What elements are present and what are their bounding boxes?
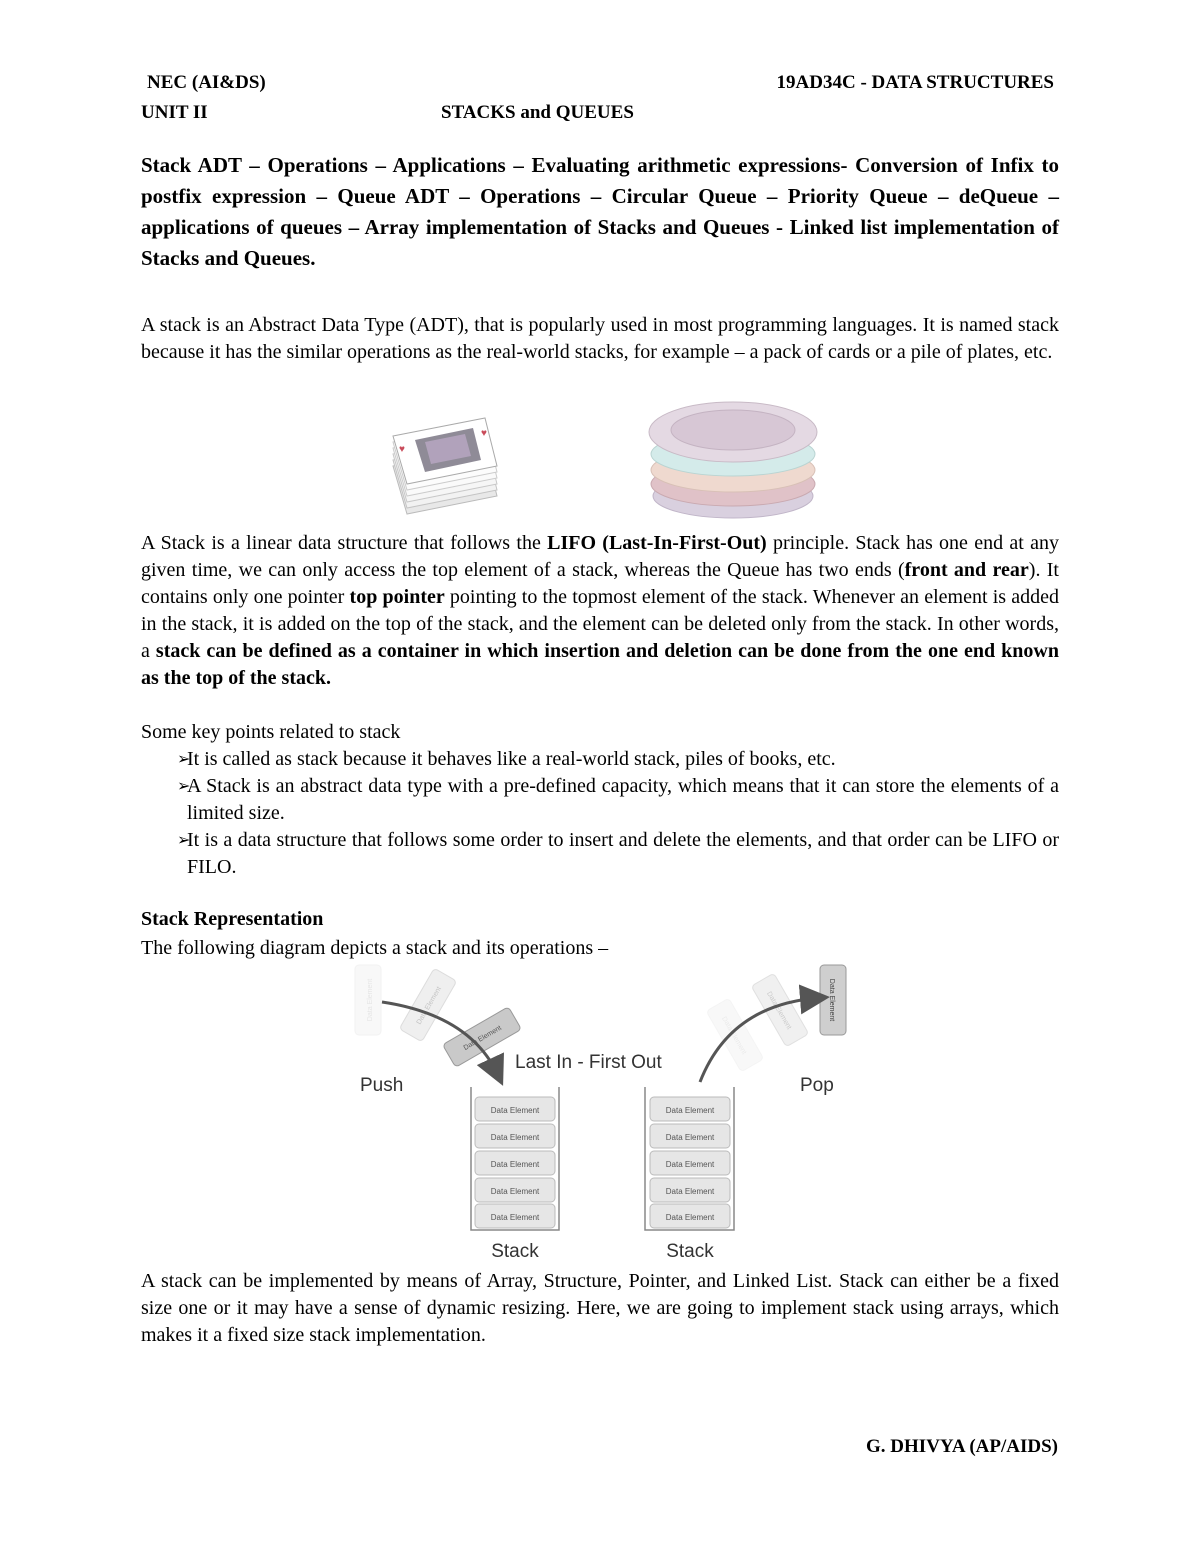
key-point-text: A Stack is an abstract data type with a pre-defined capacity, which means that it can store the elements of a limited size. [187,775,1059,824]
stack-element-label: Data Element [665,1106,715,1115]
key-point [141,827,1059,881]
stack-element-label: Data Element [665,1187,715,1196]
stack-element-label: Data Element [665,1133,715,1142]
key-point-text: It is a data structure that follows some order to insert and delete the elements, and that order can be LIFO or FILO. [187,829,1059,878]
lifo-bold-definition: stack can be defined as a container in which insertion and deletion can be done from the one end known as the top of the stack. [141,640,1059,689]
key-points-list [141,746,1059,881]
stack-element-label: Data Element [665,1160,715,1169]
lifo-paragraph [141,530,1059,692]
arrow-bullet-icon: ➢ [177,832,191,849]
key-point [141,773,1059,827]
lifo-text-4: pointing to the topmost element of the stack. Whenever an element is added in the stack, it is added on the top of the stack, and the element can be deleted only from the stack. In other words, a [141,586,1059,662]
lifo-bold-top-pointer: top pointer [349,586,445,608]
pop-element-faded [706,998,764,1072]
svg-text:Data Element: Data Element [765,990,793,1031]
push-label: Push [360,1075,404,1096]
lifo-text-3: ). It contains only one pointer [141,559,1059,608]
section-heading-stack-representation: Stack Representation [141,908,324,930]
header-course: 19AD34C - DATA STRUCTURES [776,72,1054,93]
stack-element-label: Data Element [665,1213,715,1222]
stack-element-label: Data Element [490,1213,540,1222]
push-element-near [443,1007,522,1068]
arrow-bullet-icon: ➢ [177,751,191,768]
left-stack-label: Stack [491,1241,539,1262]
lifo-text-2: principle. Stack has one end at any given time, we can only access the top element of a stack, whereas the Queue has two ends ( [141,532,1059,581]
svg-text:Data Element: Data Element [415,985,443,1026]
svg-text:Data Element: Data Element [720,1015,748,1056]
diagram-caption: The following diagram depicts a stack and its operations – [141,937,609,959]
pop-label: Pop [800,1075,834,1096]
card-heart-right: ♥ [481,428,487,439]
header-institution: NEC (AI&DS) [147,72,266,93]
pop-element-top [820,965,846,1035]
intro-paragraph: A stack is an Abstract Data Type (ADT), that is popularly used in most programming languages. It is named stack because it has the similar operations as the real-world stacks, for example – a pack of cards or a pile of plates, etc. [141,314,1059,363]
unit-topics: Stack ADT – Operations – Applications – Evaluating arithmetic expressions- Conversion of Infix to postfix expression – Queue ADT – Operations – Circular Queue – Priority Queue – deQueue – applications of queues – Array implementation of Stacks and Queues - Linked list implementation of Stacks and Queues. [141,153,1059,270]
header-unit-title: STACKS and QUEUES [441,102,634,123]
lifo-text-1: A Stack is a linear data structure that follows the [141,532,548,554]
card-stack [393,418,497,514]
diagram-title: Last In - First Out [515,1052,662,1073]
footer-author: G. DHIVYA (AP/AIDS) [866,1436,1058,1457]
svg-text:Data Element: Data Element [462,1024,503,1052]
push-element-faded [355,965,381,1035]
stack-element-label: Data Element [490,1106,540,1115]
svg-text:Data Element: Data Element [828,978,835,1022]
stack-element-label: Data Element [490,1187,540,1196]
stack-element-label: Data Element [490,1133,540,1142]
arrow-bullet-icon: ➢ [177,778,191,795]
implementation-paragraph: A stack can be implemented by means of Array, Structure, Pointer, and Linked List. Stack can either be a fixed size one or it may have a sense of dynamic resizing. Here, we are going to implement stack using arrays, which makes it a fixed size stack implementation. [141,1270,1059,1346]
key-point-text: It is called as stack because it behaves like a real-world stack, piles of books, etc. [187,748,836,770]
lifo-bold-ends: front and rear [904,559,1029,581]
right-stack [650,1097,730,1228]
left-stack [475,1097,555,1228]
plates-image [643,392,823,522]
svg-text:Data Element: Data Element [367,978,374,1022]
cards-image [385,408,505,518]
key-points-intro: Some key points related to stack [141,721,401,743]
push-element-mid [399,968,457,1042]
key-point [141,746,1059,773]
right-stack-label: Stack [666,1241,714,1262]
pop-element-mid [751,973,809,1047]
header-unit: UNIT II [141,102,208,123]
stack-diagram [340,960,860,1265]
card-heart-left: ♥ [399,444,405,455]
stack-element-label: Data Element [490,1160,540,1169]
lifo-bold-lifo: LIFO (Last-In-First-Out) [547,532,767,554]
